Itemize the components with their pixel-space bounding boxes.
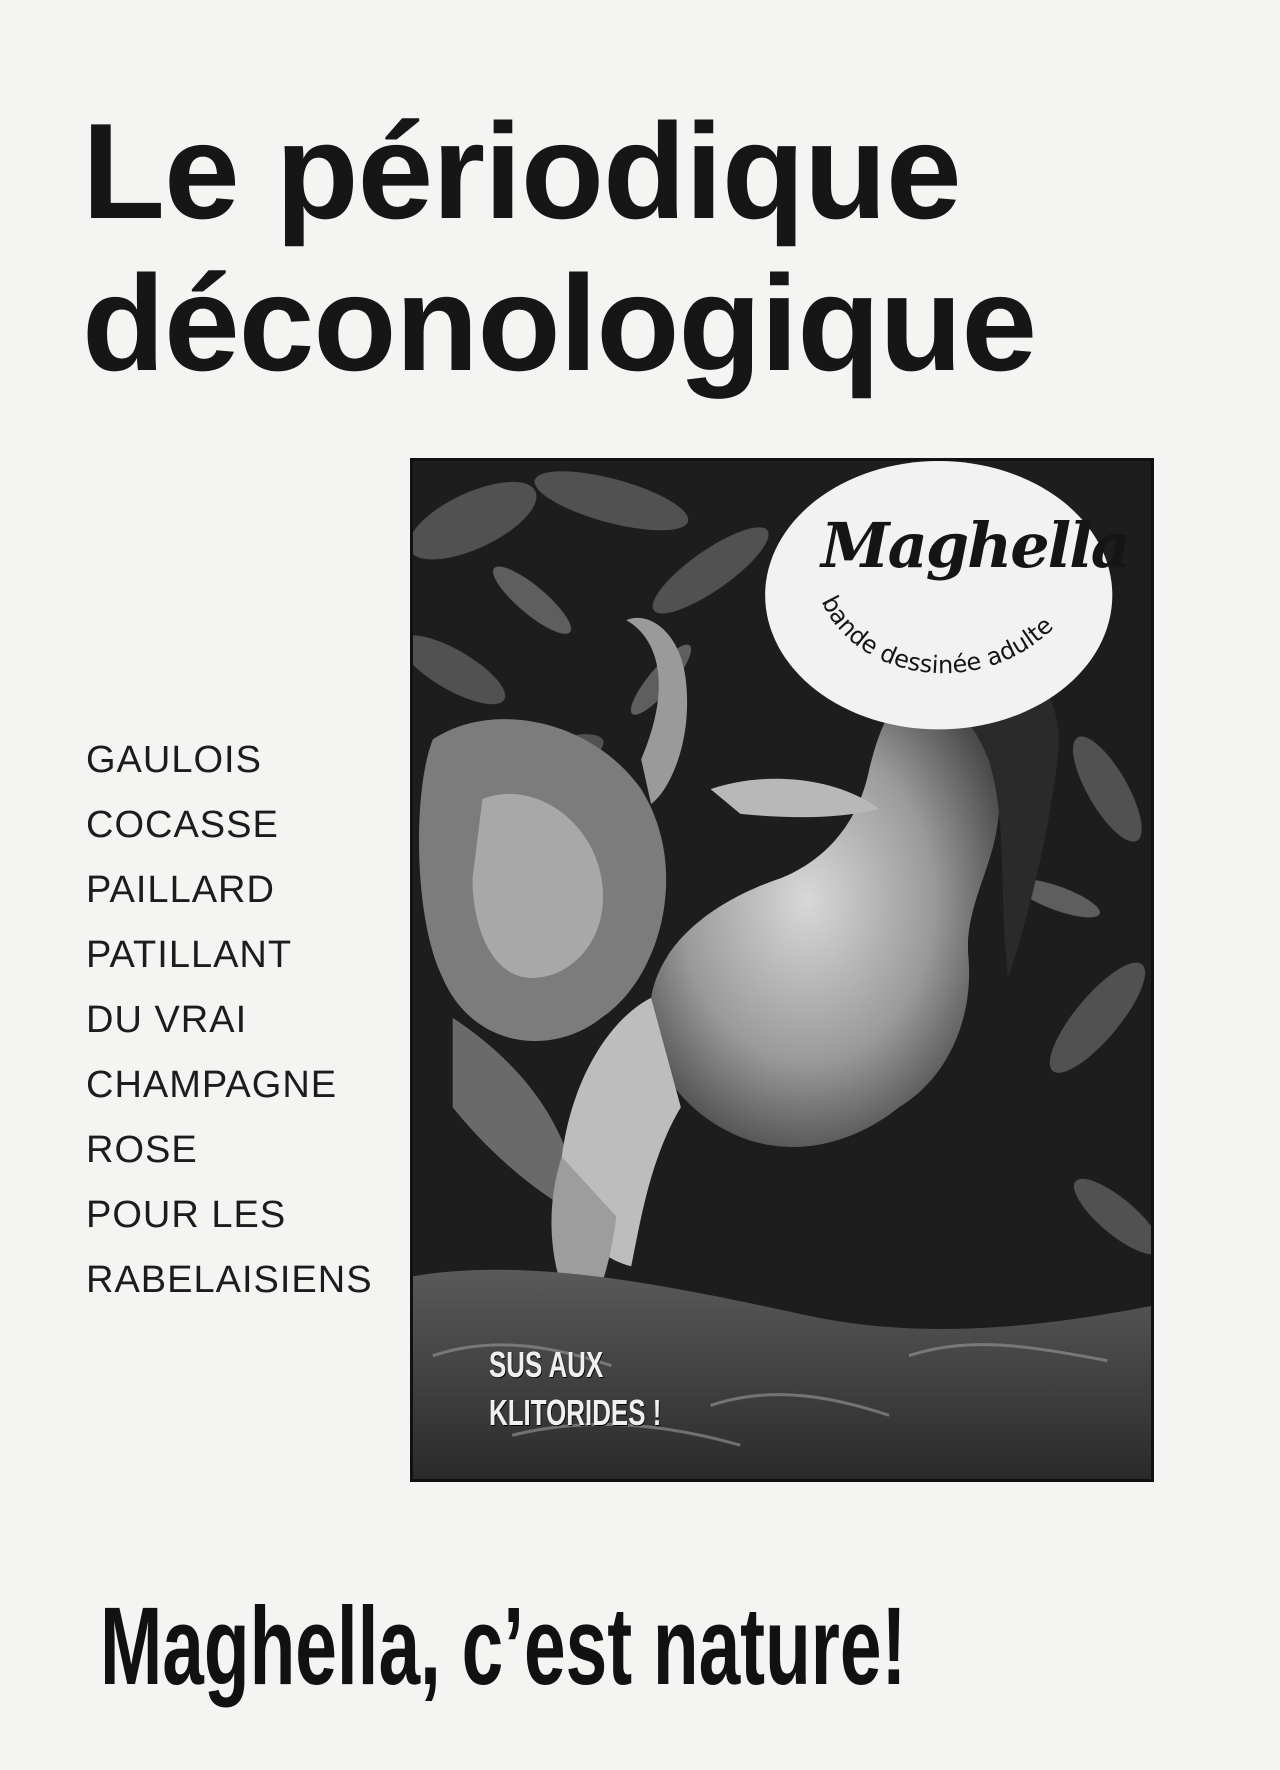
feature-list <box>86 728 373 1313</box>
headline <box>82 95 1222 399</box>
feature-item: GAULOIS <box>86 739 262 781</box>
logo-subtitle: bande dessinée adulte <box>815 591 1059 680</box>
feature-item: DU VRAI <box>86 999 248 1041</box>
feature-item: COCASSE <box>86 804 279 846</box>
headline-line-2: déconologique <box>82 247 1037 399</box>
feature-item: POUR LES <box>86 1194 287 1236</box>
magazine-logo <box>777 469 1129 729</box>
svg-text:bande dessinée adulte <box>816 591 1059 679</box>
headline-line-1: Le périodique <box>82 95 961 247</box>
feature-item: CHAMPAGNE <box>86 1064 338 1106</box>
feature-item: RABELAISIENS <box>86 1259 373 1301</box>
feature-item: PAILLARD <box>86 869 275 911</box>
logo-title: Maghella <box>821 509 1129 582</box>
feature-item: PATILLANT <box>86 934 293 976</box>
tagline: Maghella, c’est nature! <box>100 1585 907 1708</box>
feature-item: ROSE <box>86 1129 198 1171</box>
cover-caption <box>489 1341 661 1437</box>
logo-subtitle-arc <box>777 469 1129 729</box>
magazine-cover-illustration <box>410 458 1154 1482</box>
cover-caption-line-1: SUS AUX <box>489 1344 604 1385</box>
cover-caption-line-2: KLITORIDES ! <box>489 1392 662 1433</box>
